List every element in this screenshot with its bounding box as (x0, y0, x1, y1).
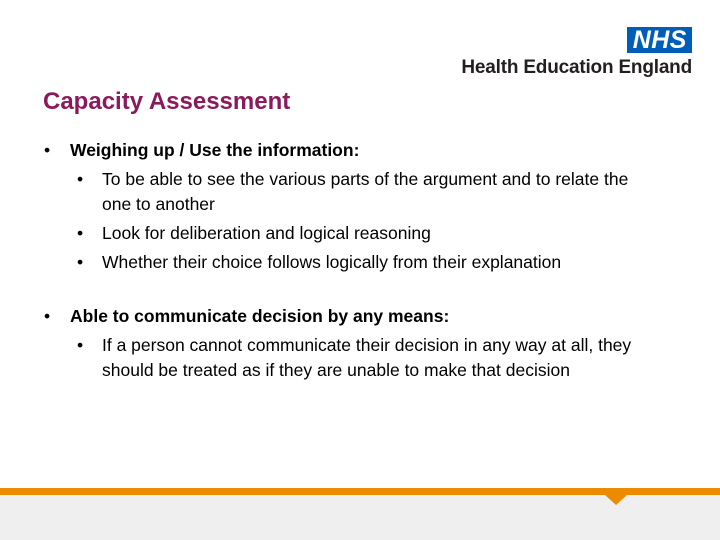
sub-bullet-item (40, 250, 660, 275)
bullet-dot-icon: • (77, 223, 84, 243)
slide-content (40, 138, 660, 383)
nhs-logo: NHS (627, 27, 692, 53)
bullet-dot-icon: • (77, 335, 84, 355)
sub-bullet-item (40, 333, 660, 383)
org-name: Health Education England (461, 57, 692, 78)
sub-bullet-text: Whether their choice follows logically from their explanation (102, 252, 562, 272)
bullet-group (40, 304, 660, 383)
hee-logo (461, 27, 692, 79)
bullet-text: Weighing up / Use the information: (70, 140, 360, 160)
bullet-group (40, 138, 660, 275)
sub-bullet-text: If a person cannot communicate their decision in any way at all, they should be treated as if they are unable to make that decision (102, 335, 632, 380)
sub-bullet-text: Look for deliberation and logical reasoning (102, 223, 431, 243)
bullet-item (40, 138, 660, 163)
bullet-dot-icon: • (77, 169, 84, 189)
bullet-dot-icon: • (44, 306, 51, 326)
footer-orange-band (0, 488, 720, 495)
sub-bullet-item (40, 167, 660, 217)
footer-notch (605, 495, 627, 505)
slide-title: Capacity Assessment (43, 88, 291, 115)
bullet-dot-icon: • (44, 140, 51, 160)
sub-bullet-item (40, 221, 660, 246)
bullet-item (40, 304, 660, 329)
sub-bullet-text: To be able to see the various parts of the argument and to relate the one to another (102, 169, 629, 214)
footer-bar (0, 488, 720, 540)
bullet-dot-icon: • (77, 252, 84, 272)
bullet-text: Able to communicate decision by any means: (70, 306, 450, 326)
